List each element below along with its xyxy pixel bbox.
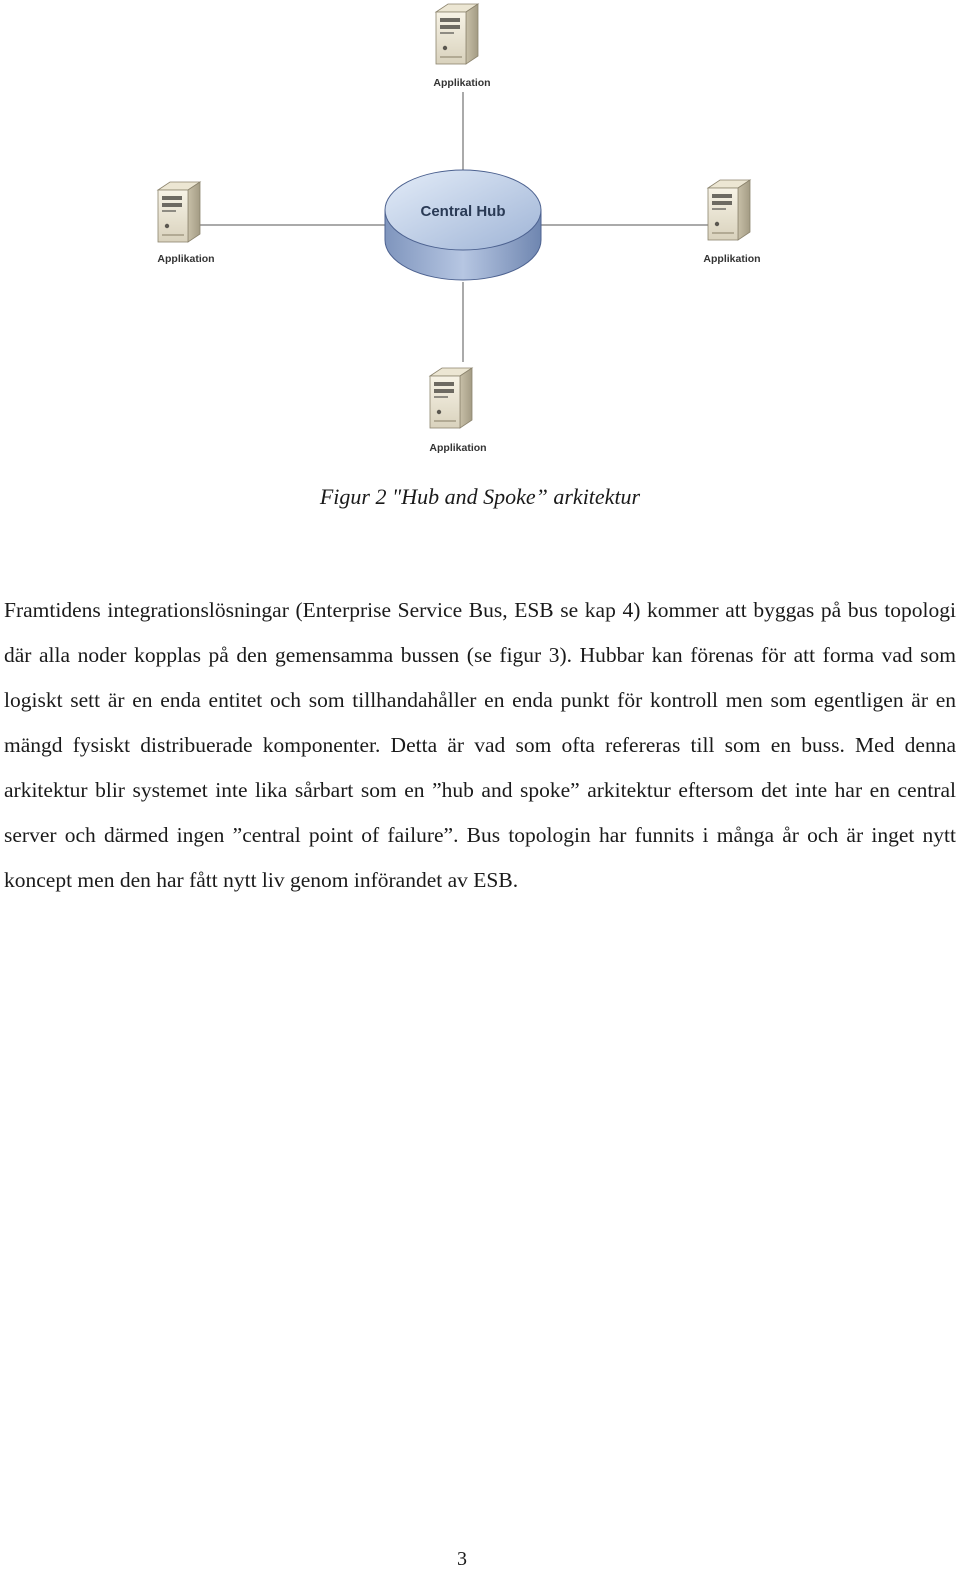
central-hub (385, 170, 541, 280)
page-number: 3 (457, 1548, 467, 1570)
server-icon (436, 4, 478, 64)
application-node-top (433, 4, 490, 89)
application-node-right (703, 180, 760, 265)
application-node-bottom (429, 368, 486, 454)
hub-and-spoke-diagram (0, 0, 960, 470)
node-label: Applikation (157, 253, 215, 265)
node-label: Applikation (703, 253, 761, 265)
figure-caption: Figur 2 "Hub and Spoke” arkitektur (319, 484, 641, 509)
body-paragraph: Framtidens integrationslösningar (Enterprise Service Bus, ESB se kap 4) kommer att byggas på bus topologi där alla noder kopplas på den gemensamma bussen (se figur 3). Hubbar kan förenas för att forma vad som logiskt sett är en enda entitet och som tillhandahåller en enda punkt för kontroll men som egentligen är en mängd fysiskt distribuerade komponenter. Detta är vad som ofta refereras till som en buss. Med denna arkitektur blir systemet inte lika sårbart som en ”hub and spoke” arkitektur eftersom det inte har en central server och därmed ingen ”central point of failure”. Bus topologin har funnits i många år och är inget nytt koncept men den har fått nytt liv genom införandet av ESB. (4, 598, 956, 892)
server-icon (158, 182, 200, 242)
central-hub-label: Central Hub (420, 203, 506, 220)
application-node-left (157, 182, 214, 265)
node-label: Applikation (433, 77, 491, 89)
server-icon (430, 368, 472, 428)
node-label: Applikation (429, 442, 487, 454)
server-icon (708, 180, 750, 240)
